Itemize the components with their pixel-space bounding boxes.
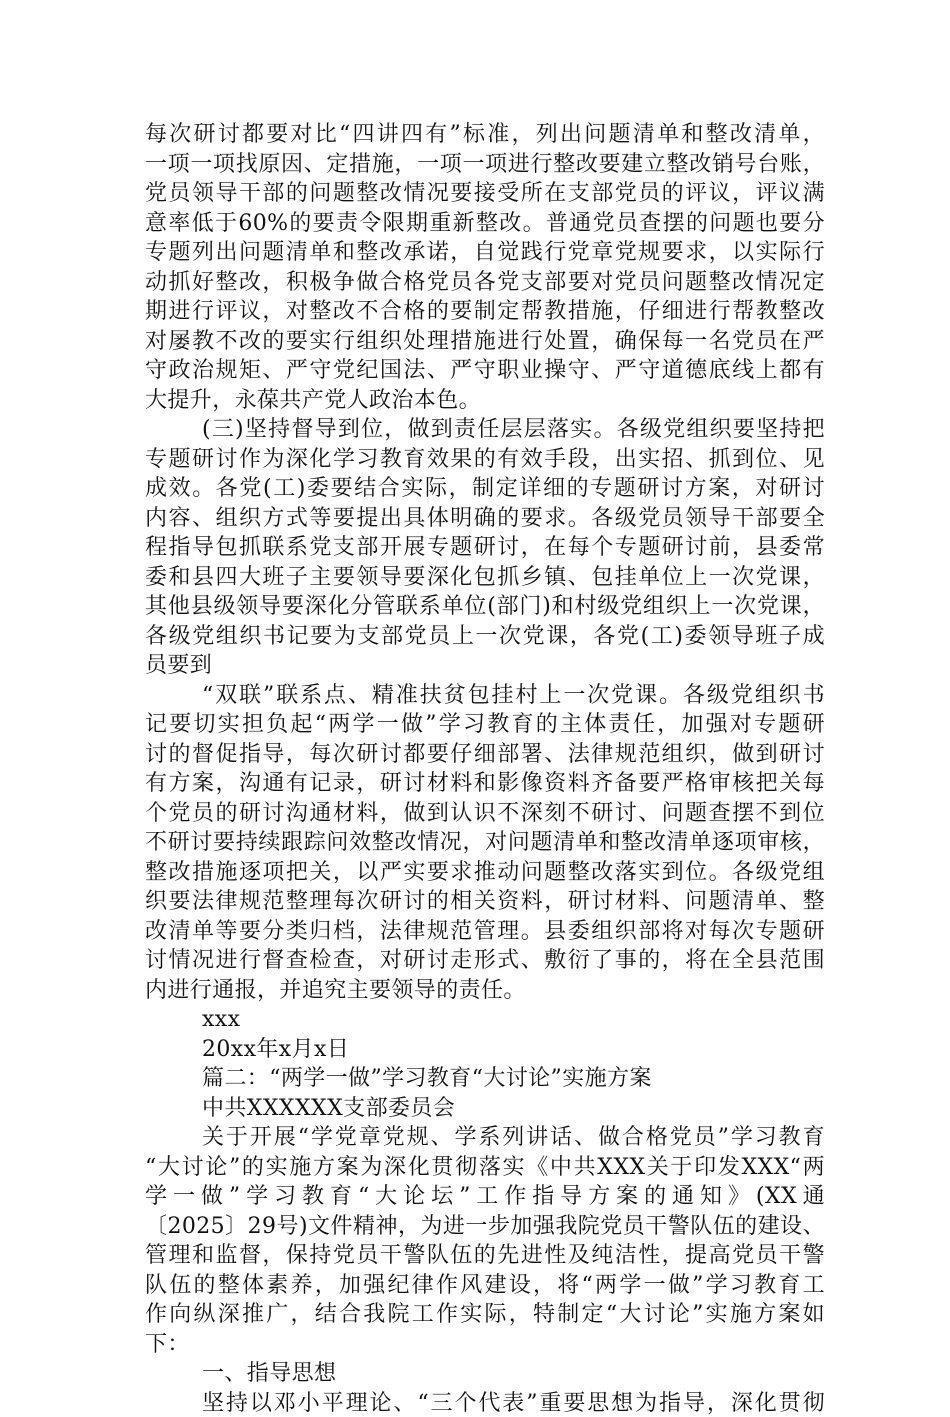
text-line: 对屡教不改的要实行组织处理措施进行处置，确保每一名党员在严 [145, 328, 825, 354]
text-line: 每次研讨都要对比“四讲四有”标准，列出问题清单和整改清单， [145, 122, 825, 147]
text-line: 意率低于60%的要责令限期重新整改。普通党员查摆的问题也要分 [145, 210, 825, 236]
text-line: 管理和监督，保持党员干警队伍的先进性及纯洁性，提高党员干警 [145, 1243, 825, 1268]
text-line: 作向纵深推广，结合我院工作实际，特制定“大讨论”实施方案如 [145, 1302, 825, 1327]
text-line: 讨的督促指导，每次研讨都要仔细部署、法律规范组织，做到研讨 [145, 741, 825, 767]
text-line: 坚持以邓小平理论、“三个代表”重要思想为指导，深化贯彻 [202, 1390, 825, 1416]
text-line: 有方案，沟通有记录，研讨材料和影像资料齐备要严格审核把关每 [145, 771, 825, 796]
text-line: 党员领导干部的问题整改情况要接受所在支部党员的评议，评议满 [145, 181, 825, 206]
text-line: 内容、组织方式等要提出具体明确的要求。各级党员领导干部要全 [145, 505, 825, 531]
text-line: 个党员的研讨沟通材料，做到认识不深刻不研讨、问题查摆不到位 [145, 800, 825, 826]
text-line: 织要法律规范整理每次研讨的相关资料，研讨材料、问题清单、整 [145, 889, 825, 914]
text-line: 队伍的整体素养，加强纪律作风建设，将“两学一做”学习教育工 [145, 1272, 825, 1298]
text-line: 改清单等要分类归档，法律规范管理。县委组织部将对每次专题研 [145, 918, 825, 944]
text-line: 程指导包抓联系党支部开展专题研讨，在每个专题研讨前，县委常 [145, 535, 825, 560]
text-line: 专题列出问题清单和整改承诺，自觉践行党章党规要求，以实际行 [145, 240, 825, 265]
text-line: 学一做”学习教育“大论坛”工作指导方案的通知》(XX通 [145, 1184, 825, 1209]
text-line: (三)坚持督导到位，做到责任层层落实。各级党组织要坚持把 [202, 417, 825, 442]
text-line: 守政治规矩、严守党纪国法、严守职业操守、严守道德底线上都有 [145, 358, 825, 383]
text-line: 记要切实担负起“两学一做”学习教育的主体责任，加强对专题研 [145, 712, 825, 737]
text-line: “大讨论”的实施方案为深化贯彻落实《中共XXX关于印发XXX“两 [145, 1154, 825, 1180]
text-line: 其他县级领导要深化分管联系单位(部门)和村级党组织上一次党课， [145, 594, 825, 619]
text-line: 各级党组织书记要为支部党员上一次党课，各党(工)委领导班子成 [145, 623, 825, 649]
text-line: 动抓好整改，积极争做合格党员各党支部要对党员问题整改情况定 [145, 269, 825, 295]
text-line: 大提升，永葆共产党人政治本色。 [145, 387, 482, 413]
text-line: xxx [202, 1007, 241, 1032]
text-line: 一项一项找原因、定措施，一项一项进行整改要建立整改销号台账， [145, 151, 825, 177]
text-line: 成效。各党(工)委要结合实际，制定详细的专题研讨方案，对研讨 [145, 476, 825, 501]
text-line: 下： [145, 1331, 190, 1357]
text-line: 整改措施逐项把关，以严实要求推动问题整改落实到位。各级党组 [145, 859, 825, 885]
text-line: 委和县四大班子主要领导要深化包抓乡镇、包挂单位上一次党课， [145, 564, 825, 590]
text-line: 讨情况进行督查检查，对研讨走形式、敷衍了事的，将在全县范围 [145, 948, 825, 973]
text-line: 内进行通报，并追究主要领导的责任。 [145, 977, 526, 1003]
text-line: 专题研讨作为深化学习教育效果的有效手段，出实招、抓到位、见 [145, 446, 825, 472]
text-line: 员要到 [145, 653, 213, 678]
text-line: 期进行评议，对整改不合格的要制定帮教措施，仔细进行帮教整改 [145, 299, 825, 324]
text-line: 〔2025〕29号)文件精神，为进一步加强我院党员干警队伍的建设、 [145, 1213, 825, 1239]
text-line: 篇二：“两学一做”学习教育“大讨论”实施方案 [202, 1066, 652, 1091]
text-line: 一、指导思想 [202, 1361, 337, 1386]
text-line: “双联”联系点、精准扶贫包挂村上一次党课。各级党组织书 [202, 682, 825, 708]
text-line: 不研讨要持续跟踪问效整改情况，对问题清单和整改清单逐项审核， [145, 830, 825, 855]
text-line: 20xx年x月x日 [202, 1036, 350, 1062]
text-line: 关于开展“学党章党规、学系列讲话、做合格党员”学习教育 [202, 1125, 825, 1150]
text-line: 中共XXXXXX支部委员会 [202, 1095, 456, 1121]
